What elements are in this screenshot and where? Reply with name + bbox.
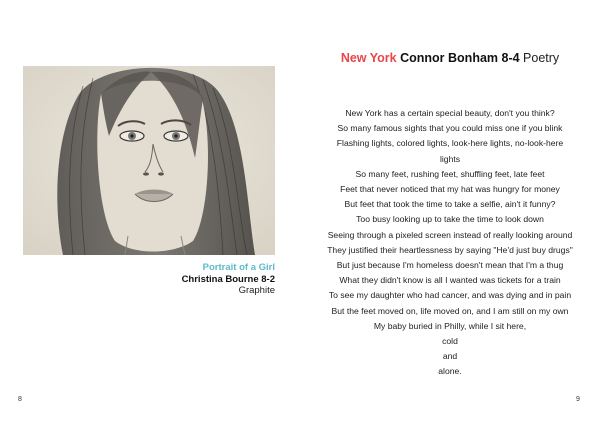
portrait-artwork-image xyxy=(23,66,275,255)
artwork-title: Portrait of a Girl xyxy=(202,262,275,273)
poem-body xyxy=(300,106,600,380)
poem-line: My baby buried in Philly, while I sit here, xyxy=(373,320,527,331)
poem-genre: Poetry xyxy=(523,51,560,65)
artwork-caption xyxy=(120,262,275,297)
poem-line: Seeing through a pixeled screen instead of really looking around xyxy=(327,229,573,240)
poem-line: But just because I'm homeless doesn't mean that I'm a thug xyxy=(336,260,564,271)
page-number-left: 8 xyxy=(18,396,22,403)
artwork-medium: Graphite xyxy=(238,285,275,296)
artwork-artist: Christina Bourne 8-2 xyxy=(181,273,275,285)
poem-line: alone. xyxy=(438,366,462,377)
poem-author: Connor Bonham 8-4 xyxy=(400,51,520,65)
poem-line: But feet that took the time to take a selfie, ain't it funny? xyxy=(344,199,556,210)
page-number-right: 9 xyxy=(576,396,580,403)
poem-line: Flashing lights, colored lights, look-here lights, no-look-here xyxy=(336,138,564,149)
poem-line: So many famous sights that you could miss one if you blink xyxy=(337,123,563,134)
poem-line: What they didn't know is all I wanted was tickets for a train xyxy=(339,275,561,286)
poem-line: lights xyxy=(439,153,461,164)
poem-line: and xyxy=(442,351,458,362)
poem-heading xyxy=(300,50,600,66)
poem-line: So many feet, rushing feet, shuffling feet, late feet xyxy=(355,168,545,179)
poem-line: To see my daughter who had cancer, and was dying and in pain xyxy=(328,290,572,301)
poem-line: But the feet moved on, life moved on, and I am still on my own xyxy=(331,305,569,316)
poem-line: Feet that never noticed that my hat was hungry for money xyxy=(340,184,560,195)
poem-line: Too busy looking up to take the time to look down xyxy=(356,214,544,225)
poem-title: New York xyxy=(340,51,397,65)
poem-line: New York has a certain special beauty, don't you think? xyxy=(345,108,555,118)
poem-line: They justified their heartlessness by saying "He'd just buy drugs" xyxy=(327,244,573,255)
poem-line: cold xyxy=(442,336,458,347)
